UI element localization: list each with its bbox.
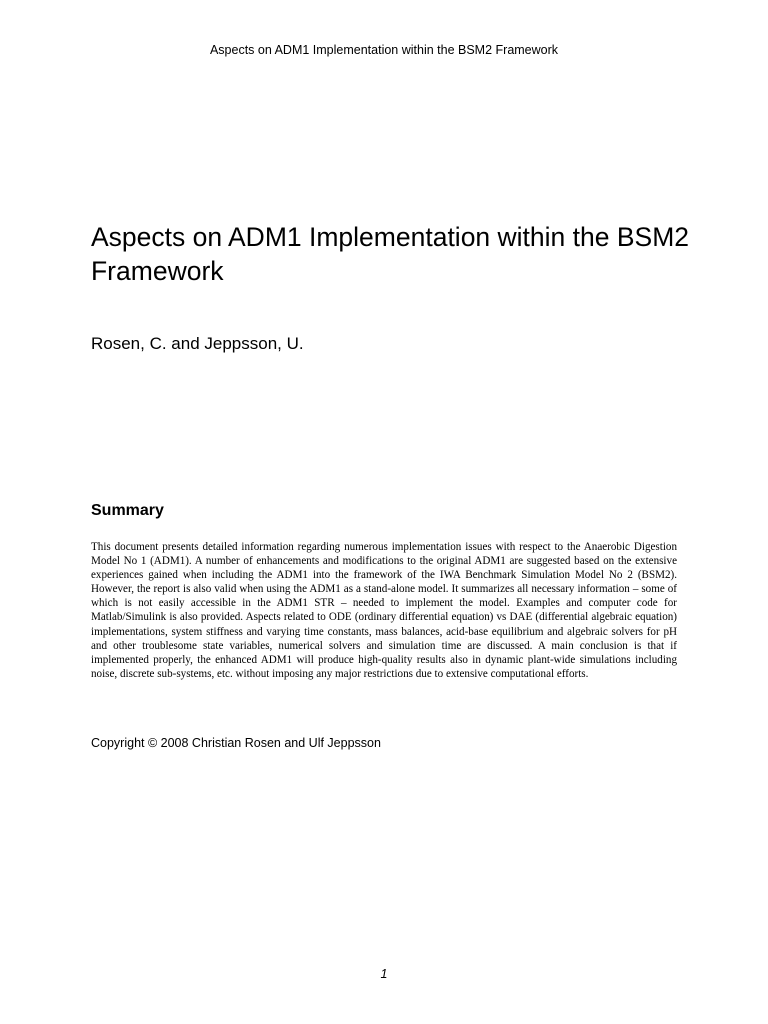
- document-title: Aspects on ADM1 Implementation within the BSM2 Framework: [91, 222, 690, 286]
- document-authors: Rosen, C. and Jeppsson, U.: [91, 334, 304, 353]
- summary-paragraph: This document presents detailed information regarding numerous implementation issues with respect to the Anaerobic Digestion Model No 1 (ADM1). A number of enhancements and modifications to the original ADM1 are suggested based on the extensive experiences gained when including the ADM1 into the framework of the IWA Benchmark Simulation Model No 2 (BSM2). However, the report is also valid when using the ADM1 as a stand-alone model. It summarizes all necessary information – some of which is not easily accessible in the ADM1 STR – needed to implement the model. Examples and computer code for Matlab/Simulink is also provided. Aspects related to ODE (ordinary differential equation) vs DAE (differential algebraic equation) implementations, system stiffness and varying time constants, mass balances, acid-base equilibrium and algebraic solvers for pH and other troublesome state variables, numerical solvers and simulation time are discussed. A main conclusion is that if implemented properly, the enhanced ADM1 will produce high-quality results also in dynamic plant-wide simulations including noise, discrete sub-systems, etc. without imposing any major restrictions due to extensive computational efforts.: [91, 541, 677, 680]
- copyright-notice: Copyright © 2008 Christian Rosen and Ulf Jeppsson: [91, 736, 381, 750]
- running-header: Aspects on ADM1 Implementation within the BSM2 Framework: [209, 43, 559, 57]
- page-number: 1: [380, 967, 388, 981]
- summary-heading: Summary: [91, 502, 164, 519]
